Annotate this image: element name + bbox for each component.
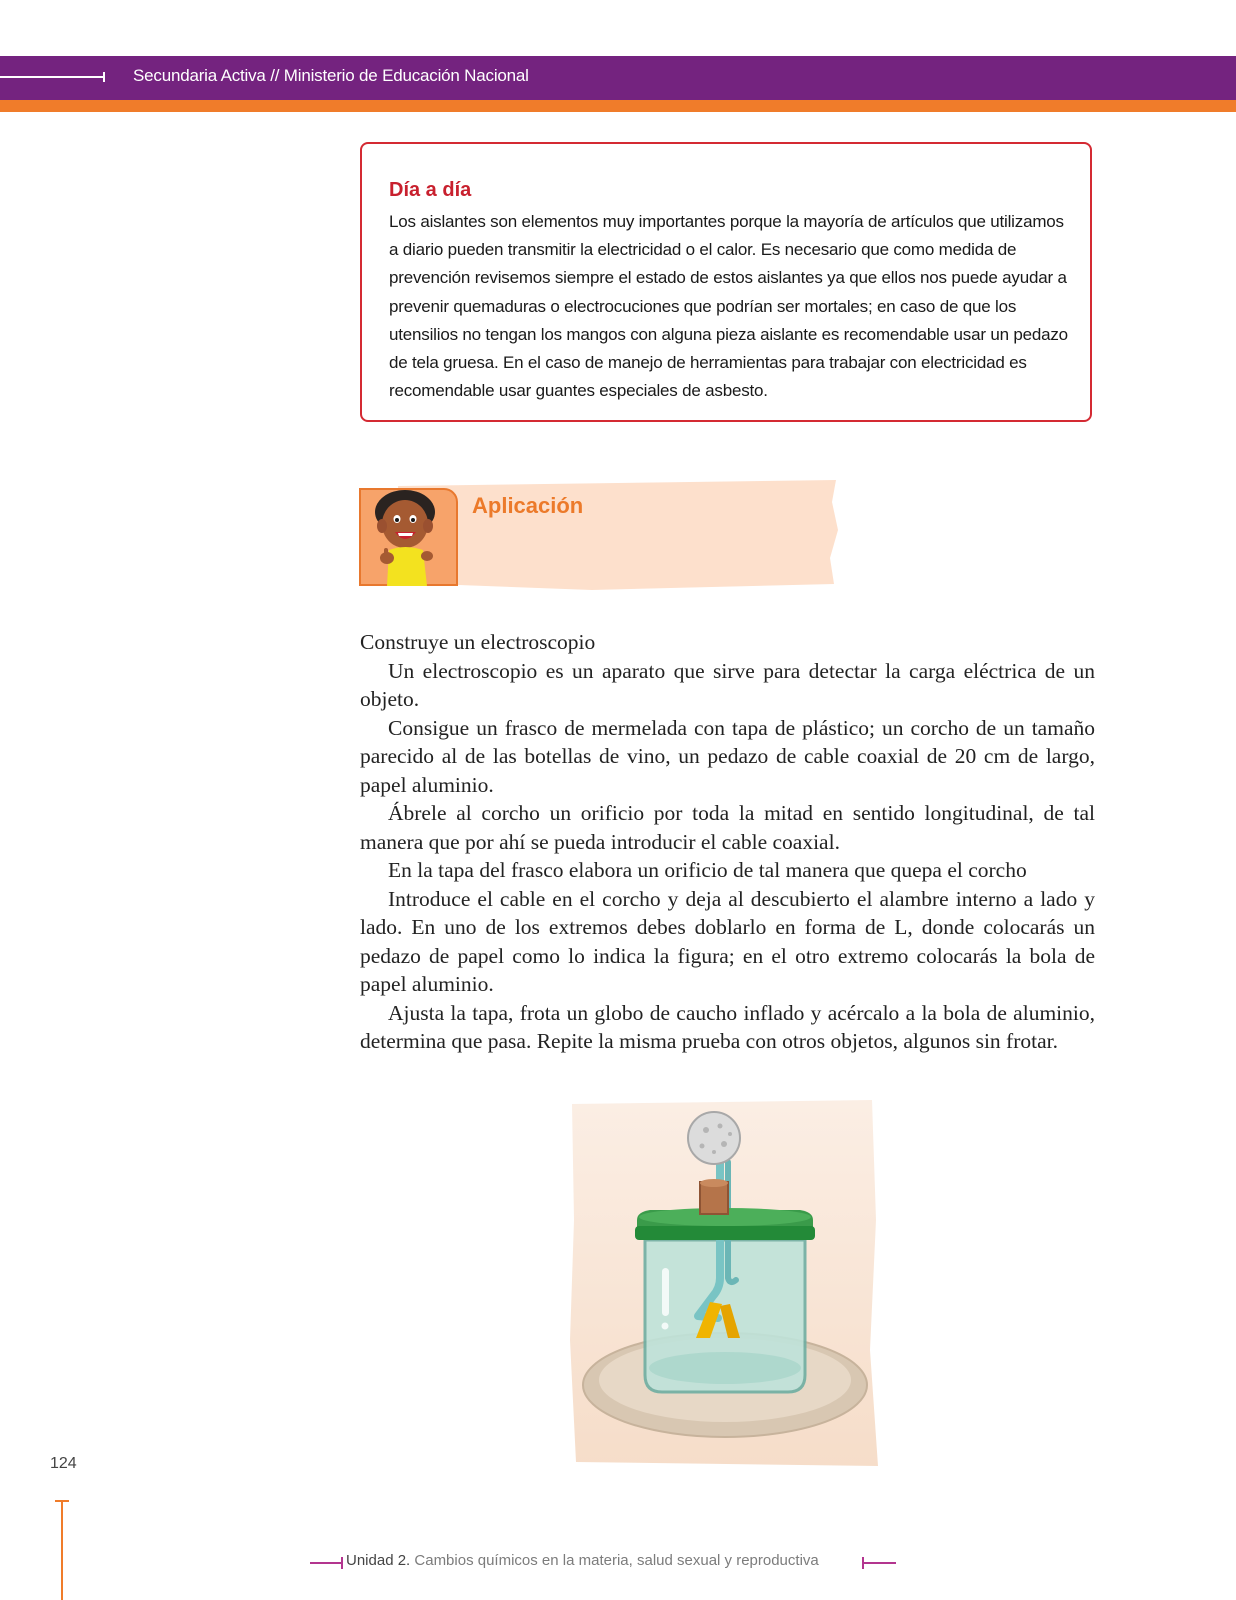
callout-box (360, 142, 1092, 422)
callout-title: Día a día (389, 179, 472, 201)
page-number: 124 (50, 1455, 77, 1472)
activity-paragraph: Consigue un frasco de mermelada con tapa de plástico; un corcho de un tamaño parecido al de las botellas de vino, un pedazo de cable coaxial de 20 cm de largo, papel aluminio. (360, 715, 1095, 797)
activity-paragraph: Ajusta la tapa, frota un globo de caucho inflado y acércalo a la bola de aluminio, determina que pasa. Repite la misma prueba con otros objetos, algunos sin frotar. (360, 1000, 1095, 1053)
header-rule (0, 76, 104, 78)
callout-body: Los aislantes son elementos muy importantes porque la mayoría de artículos que utilizamos a diario pueden transmitir la electricidad o el calor. Es necesario que como medida de prevención revisemos siempre el estado de estos aislantes ya que ellos nos puede ayudar a prevenir quemaduras o electrocuciones que podrían ser mortales; en caso de que los utensilios no tengan los mangos con alguna pieza aislante es recomendable usar un pedazo de tela gruesa. En el caso de manejo de herramientas para trabajar con electricidad es recomendable usar guantes especiales de asbesto. (389, 212, 1068, 401)
footer-rule-left (310, 1562, 342, 1564)
section-icon-frame (359, 488, 458, 586)
footer-unit-label: Unidad 2. (346, 1552, 411, 1569)
header-rule-tick (103, 72, 105, 82)
activity-heading: Construye un electroscopio (360, 630, 596, 654)
electroscope-jar-illustration (570, 1100, 880, 1470)
footer-unit (346, 1552, 819, 1569)
side-rule (61, 1500, 63, 1600)
activity-paragraph: Un electroscopio es un aparato que sirve para detectar la carga eléctrica de un objeto. (360, 658, 1095, 711)
activity-text (360, 628, 1095, 1056)
header-title: Secundaria Activa // Ministerio de Educación Nacional (133, 66, 529, 85)
header-accent-stripe (0, 100, 1236, 112)
section-banner-background (392, 480, 840, 590)
footer-unit-title: Cambios químicos en la materia, salud sexual y reproductiva (414, 1552, 819, 1569)
activity-paragraph: Ábrele al corcho un orificio por toda la mitad en sentido longitudinal, de tal manera que por ahí se pueda introducir el cable coaxial. (360, 801, 1095, 854)
footer-rule-left-tick (341, 1557, 343, 1569)
student-character-icon (361, 490, 457, 586)
activity-paragraph: En la tapa del frasco elabora un orificio de tal manera que quepa el corcho (388, 858, 1027, 882)
footer-rule-right (862, 1562, 896, 1564)
activity-paragraph: Introduce el cable en el corcho y deja al descubierto el alambre interno a lado y lado. En uno de los extremos debes doblarlo en forma de L, donde colocarás un pedazo de papel como lo indica la figura; en el otro extremo colocarás la bola de papel aluminio. (360, 886, 1095, 996)
section-title: Aplicación (472, 493, 584, 518)
